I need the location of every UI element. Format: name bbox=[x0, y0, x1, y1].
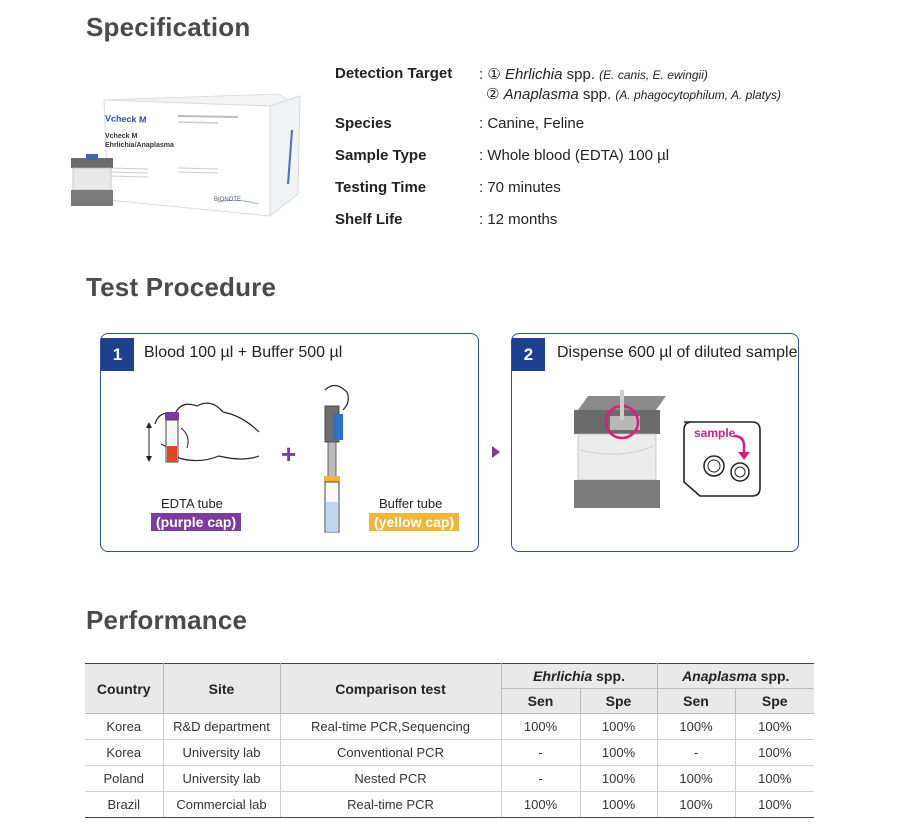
table-row bbox=[85, 792, 814, 818]
shelf-life-value: : 12 months bbox=[479, 211, 558, 228]
header-e-spe: Spe bbox=[580, 689, 657, 714]
product-brand: Vcheck M bbox=[104, 113, 147, 125]
cell-country: Korea bbox=[85, 740, 163, 766]
testing-time-label: Testing Time bbox=[335, 179, 427, 196]
testing-time-value: : 70 minutes bbox=[479, 179, 561, 196]
step2-text: Dispense 600 µl of diluted sample bbox=[557, 344, 798, 361]
detection-target-label: Detection Target bbox=[335, 65, 453, 82]
step2-badge: 2 bbox=[512, 338, 545, 371]
product-kit-illustration bbox=[68, 90, 308, 225]
cell-site: University lab bbox=[163, 740, 280, 766]
product-name-line2: Ehrlichia/Anaplasma bbox=[105, 142, 174, 149]
table-row bbox=[85, 766, 814, 792]
cell-site: Commercial lab bbox=[163, 792, 280, 818]
header-country: Country bbox=[85, 664, 163, 714]
cell-a-sen: 100% bbox=[657, 714, 735, 740]
cell-a-sen: 100% bbox=[657, 792, 735, 818]
header-a-sen: Sen bbox=[657, 689, 735, 714]
next-step-arrow-icon bbox=[490, 445, 502, 459]
step1-badge: 1 bbox=[101, 338, 134, 371]
ehrlichia-genus: Ehrlichia bbox=[533, 668, 593, 684]
cell-test: Conventional PCR bbox=[280, 740, 501, 766]
detection-target-line2 bbox=[486, 85, 781, 103]
header-a-spe: Spe bbox=[735, 689, 814, 714]
cell-e-sen: - bbox=[501, 740, 580, 766]
cartridge-illustration bbox=[570, 390, 670, 510]
performance-heading: Performance bbox=[86, 605, 248, 635]
cell-country: Brazil bbox=[85, 792, 163, 818]
dt-line1-spp: spp. bbox=[562, 66, 600, 83]
cell-e-sen: 100% bbox=[501, 714, 580, 740]
cell-e-spe: 100% bbox=[580, 714, 657, 740]
sample-label: sample bbox=[694, 426, 736, 440]
header-comparison: Comparison test bbox=[280, 664, 501, 714]
header-anaplasma bbox=[657, 664, 814, 689]
cell-a-sen: - bbox=[657, 740, 735, 766]
species-value: : Canine, Feline bbox=[479, 115, 585, 132]
buffer-cap-tag: (yellow cap) bbox=[369, 513, 459, 531]
product-box-image bbox=[68, 90, 308, 225]
step1-text: Blood 100 µl + Buffer 500 µl bbox=[144, 344, 343, 361]
cell-country: Korea bbox=[85, 714, 163, 740]
product-maker: BIONOTE bbox=[214, 197, 242, 203]
header-ehrlichia bbox=[501, 664, 657, 689]
sample-type-label: Sample Type bbox=[335, 147, 427, 164]
dt-line2-genus: Anaplasma bbox=[503, 86, 579, 103]
header-e-sen: Sen bbox=[501, 689, 580, 714]
edta-cap-tag: (purple cap) bbox=[151, 513, 241, 531]
cell-site: R&D department bbox=[163, 714, 280, 740]
step2-panel bbox=[511, 333, 799, 552]
anaplasma-genus: Anaplasma bbox=[682, 668, 757, 684]
header-site: Site bbox=[163, 664, 280, 714]
step1-panel bbox=[100, 333, 479, 552]
dt-line2-spp: spp. bbox=[578, 86, 616, 103]
cell-a-spe: 100% bbox=[735, 766, 814, 792]
cell-country: Poland bbox=[85, 766, 163, 792]
cell-a-spe: 100% bbox=[735, 714, 814, 740]
step1-plus: + bbox=[281, 439, 297, 469]
cell-a-spe: 100% bbox=[735, 792, 814, 818]
detection-target-line1 bbox=[479, 65, 708, 83]
anaplasma-spp: spp. bbox=[756, 668, 790, 684]
cell-site: University lab bbox=[163, 766, 280, 792]
performance-table bbox=[85, 663, 814, 818]
specification-heading: Specification bbox=[86, 12, 251, 42]
shelf-life-label: Shelf Life bbox=[335, 211, 403, 228]
cell-test: Nested PCR bbox=[280, 766, 501, 792]
cell-e-spe: 100% bbox=[580, 740, 657, 766]
cell-e-spe: 100% bbox=[580, 792, 657, 818]
cell-a-sen: 100% bbox=[657, 766, 735, 792]
dt-line2-prefix: ② bbox=[486, 86, 504, 103]
table-row bbox=[85, 714, 814, 740]
species-label: Species bbox=[335, 115, 392, 132]
table-row bbox=[85, 740, 814, 766]
cell-e-spe: 100% bbox=[580, 766, 657, 792]
dt-line2-species: (A. phagocytophilum, A. platys) bbox=[615, 88, 781, 102]
ehrlichia-spp: spp. bbox=[592, 668, 625, 684]
dt-line1-genus: Ehrlichia bbox=[504, 66, 563, 83]
dt-line1-species: (E. canis, E. ewingii) bbox=[599, 68, 708, 82]
cell-test: Real-time PCR,Sequencing bbox=[280, 714, 501, 740]
cell-test: Real-time PCR bbox=[280, 792, 501, 818]
buffer-tube-label: Buffer tube bbox=[379, 496, 443, 511]
cell-a-spe: 100% bbox=[735, 740, 814, 766]
procedure-heading: Test Procedure bbox=[86, 272, 277, 302]
dt-line1-prefix: : ① bbox=[479, 66, 505, 83]
product-name-line1: Vcheck M bbox=[105, 133, 138, 140]
sample-type-value: : Whole blood (EDTA) 100 µl bbox=[479, 147, 670, 164]
cell-e-sen: 100% bbox=[501, 792, 580, 818]
cell-e-sen: - bbox=[501, 766, 580, 792]
edta-tube-illustration bbox=[141, 384, 261, 484]
edta-tube-label: EDTA tube bbox=[161, 496, 223, 511]
